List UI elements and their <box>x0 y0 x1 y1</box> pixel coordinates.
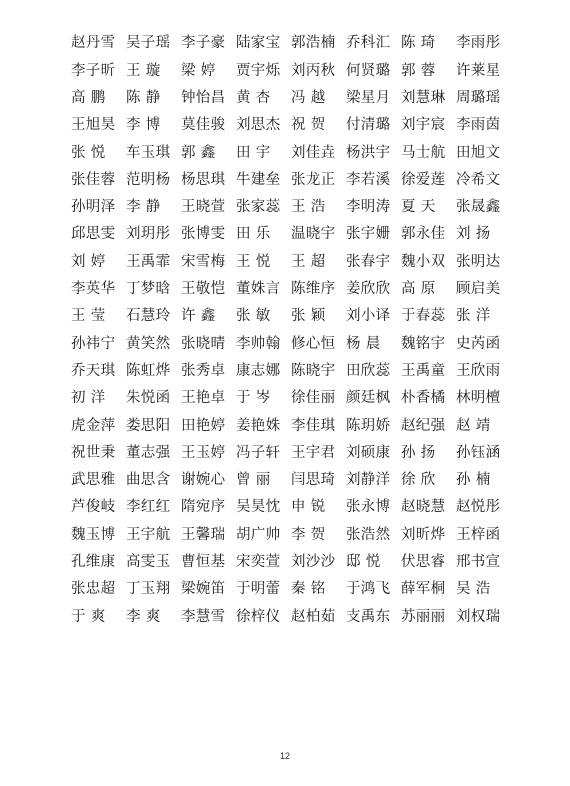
name-cell: 钟怡昌 <box>181 89 226 106</box>
name-cell: 许莱星 <box>456 62 501 79</box>
name-cell: 徐 欣 <box>401 472 436 489</box>
name-cell: 刘玥彤 <box>126 226 171 243</box>
name-cell: 王 悦 <box>236 253 271 270</box>
name-cell: 王馨瑞 <box>181 526 226 543</box>
name-cell: 修心恒 <box>291 335 336 352</box>
name-cell: 刘丙秋 <box>291 62 336 79</box>
name-cell: 董志强 <box>126 444 171 461</box>
name-row <box>71 494 511 521</box>
name-cell: 刘佳垚 <box>291 144 336 161</box>
name-cell: 董姝言 <box>236 281 281 298</box>
name-cell: 邢书宣 <box>456 554 501 571</box>
name-cell: 孙祎宁 <box>71 335 116 352</box>
name-cell: 初 洋 <box>71 390 106 407</box>
name-cell: 王敬恺 <box>181 281 226 298</box>
name-cell: 张春宇 <box>346 253 391 270</box>
name-cell: 李 静 <box>126 199 161 216</box>
name-cell: 杨 晨 <box>346 335 381 352</box>
name-cell: 张晟鑫 <box>456 199 501 216</box>
name-cell: 郭 蓉 <box>401 62 436 79</box>
name-cell: 史芮函 <box>456 335 501 352</box>
name-cell: 姜艳姝 <box>236 417 281 434</box>
name-cell: 张永博 <box>346 499 391 516</box>
name-row <box>71 603 511 630</box>
name-cell: 李雨茵 <box>456 117 501 134</box>
name-cell: 王禹童 <box>401 362 446 379</box>
name-cell: 张 洋 <box>456 308 491 325</box>
name-cell: 芦俊岐 <box>71 499 116 516</box>
name-cell: 刘权瑞 <box>456 608 501 625</box>
name-cell: 陈虹烨 <box>126 362 171 379</box>
name-cell: 温晓宇 <box>291 226 336 243</box>
name-cell: 郭 鑫 <box>181 144 216 161</box>
name-cell: 于明蕾 <box>236 581 281 598</box>
name-cell: 刘昕烨 <box>401 526 446 543</box>
name-cell: 王 浩 <box>291 199 326 216</box>
name-cell: 周璐瑶 <box>456 89 501 106</box>
name-cell: 石慧玲 <box>126 308 171 325</box>
name-cell: 夏 天 <box>401 199 436 216</box>
name-cell: 孙钰涵 <box>456 444 501 461</box>
name-cell: 杨思琪 <box>181 171 226 188</box>
name-row <box>71 330 511 357</box>
name-cell: 李慧雪 <box>181 608 226 625</box>
name-cell: 武思雅 <box>71 472 116 489</box>
name-cell: 孙 扬 <box>401 444 436 461</box>
name-cell: 李佳琪 <box>291 417 336 434</box>
name-cell: 梁星月 <box>346 89 391 106</box>
name-cell: 林明檀 <box>456 390 501 407</box>
name-cell: 薛军桐 <box>401 581 446 598</box>
name-cell: 姜欣欣 <box>346 281 391 298</box>
name-cell: 申 锐 <box>291 499 326 516</box>
name-cell: 赵晓慧 <box>401 499 446 516</box>
name-cell: 王艳卓 <box>181 390 226 407</box>
name-row <box>71 439 511 466</box>
name-cell: 黄笑然 <box>126 335 171 352</box>
name-cell: 苏丽丽 <box>401 608 446 625</box>
name-cell: 徐梓仪 <box>236 608 281 625</box>
name-cell: 魏小双 <box>401 253 446 270</box>
name-cell: 张忠超 <box>71 581 116 598</box>
name-cell: 王宇君 <box>291 444 336 461</box>
name-cell: 张宇姗 <box>346 226 391 243</box>
name-cell: 李明涛 <box>346 199 391 216</box>
name-cell: 颜廷枫 <box>346 390 391 407</box>
name-cell: 刘思杰 <box>236 117 281 134</box>
name-cell: 王宇航 <box>126 526 171 543</box>
name-cell: 吴 浩 <box>456 581 491 598</box>
name-cell: 王 超 <box>291 253 326 270</box>
name-row <box>71 467 511 494</box>
name-cell: 高 原 <box>401 281 436 298</box>
name-cell: 宋雪梅 <box>181 253 226 270</box>
name-cell: 梁婉笛 <box>181 581 226 598</box>
name-cell: 王禹霏 <box>126 253 171 270</box>
name-cell: 于 岑 <box>236 390 271 407</box>
name-cell: 刘静洋 <box>346 472 391 489</box>
name-cell: 祝 贺 <box>291 117 326 134</box>
name-cell: 付清璐 <box>346 117 391 134</box>
name-cell: 乔天琪 <box>71 362 116 379</box>
name-cell: 娄思阳 <box>126 417 171 434</box>
name-cell: 邱思雯 <box>71 226 116 243</box>
name-cell: 于春蕊 <box>401 308 446 325</box>
name-cell: 徐爱莲 <box>401 171 446 188</box>
name-row <box>71 85 511 112</box>
name-cell: 高雯玉 <box>126 554 171 571</box>
name-cell: 康志娜 <box>236 362 281 379</box>
name-cell: 顾启美 <box>456 281 501 298</box>
name-cell: 孙 楠 <box>456 472 491 489</box>
name-cell: 高 鹏 <box>71 89 106 106</box>
name-cell: 张 颖 <box>291 308 326 325</box>
name-cell: 张秀卓 <box>181 362 226 379</box>
name-cell: 张佳蓉 <box>71 171 116 188</box>
name-row <box>71 521 511 548</box>
name-cell: 田艳婷 <box>181 417 226 434</box>
name-cell: 李若溪 <box>346 171 391 188</box>
name-row <box>71 576 511 603</box>
name-cell: 支禹东 <box>346 608 391 625</box>
name-cell: 许 鑫 <box>181 308 216 325</box>
name-cell: 丁玉翔 <box>126 581 171 598</box>
name-cell: 刘宇宸 <box>401 117 446 134</box>
name-cell: 曹恒基 <box>181 554 226 571</box>
name-cell: 李帅翰 <box>236 335 281 352</box>
name-cell: 刘硕康 <box>346 444 391 461</box>
name-cell: 李 贺 <box>291 526 326 543</box>
name-cell: 范明杨 <box>126 171 171 188</box>
name-row <box>71 276 511 303</box>
name-cell: 张博雯 <box>181 226 226 243</box>
name-cell: 赵丹雪 <box>71 35 116 52</box>
name-list-grid <box>71 30 511 631</box>
name-cell: 田欣蕊 <box>346 362 391 379</box>
name-cell: 莫佳骏 <box>181 117 226 134</box>
name-cell: 王旭昊 <box>71 117 116 134</box>
name-cell: 陈维序 <box>291 281 336 298</box>
name-cell: 孙明泽 <box>71 199 116 216</box>
name-cell: 王玉婷 <box>181 444 226 461</box>
name-cell: 李红红 <box>126 499 171 516</box>
name-row <box>71 221 511 248</box>
name-row <box>71 358 511 385</box>
name-cell: 郭浩楠 <box>291 35 336 52</box>
name-cell: 黄 杏 <box>236 89 271 106</box>
name-row <box>71 303 511 330</box>
name-cell: 谢婉心 <box>181 472 226 489</box>
name-cell: 赵纪强 <box>401 417 446 434</box>
name-cell: 秦 铭 <box>291 581 326 598</box>
name-cell: 赵悦彤 <box>456 499 501 516</box>
name-cell: 陈 静 <box>126 89 161 106</box>
name-cell: 刘 婷 <box>71 253 106 270</box>
name-cell: 张 敏 <box>236 308 271 325</box>
name-cell: 冯子轩 <box>236 444 281 461</box>
name-cell: 张晓晴 <box>181 335 226 352</box>
name-cell: 冯 越 <box>291 89 326 106</box>
name-cell: 贾宇烁 <box>236 62 281 79</box>
name-cell: 刘慧琳 <box>401 89 446 106</box>
name-cell: 朱悦函 <box>126 390 171 407</box>
name-cell: 吴子瑶 <box>126 35 171 52</box>
name-cell: 吴昊忱 <box>236 499 281 516</box>
name-cell: 张明达 <box>456 253 501 270</box>
name-cell: 张龙正 <box>291 171 336 188</box>
name-cell: 冷希文 <box>456 171 501 188</box>
name-cell: 陆家宝 <box>236 35 281 52</box>
name-cell: 于鸿飞 <box>346 581 391 598</box>
name-cell: 陈晓宇 <box>291 362 336 379</box>
name-cell: 闫思琦 <box>291 472 336 489</box>
name-cell: 赵柏茹 <box>291 608 336 625</box>
name-cell: 宋奕萱 <box>236 554 281 571</box>
name-cell: 李子豪 <box>181 35 226 52</box>
name-cell: 丁梦晗 <box>126 281 171 298</box>
name-cell: 于 爽 <box>71 608 106 625</box>
name-cell: 王 莹 <box>71 308 106 325</box>
name-cell: 王 璇 <box>126 62 161 79</box>
name-cell: 梁 婷 <box>181 62 216 79</box>
name-cell: 隋宛序 <box>181 499 226 516</box>
name-cell: 陈玥娇 <box>346 417 391 434</box>
name-cell: 祝世秉 <box>71 444 116 461</box>
name-cell: 张家蕊 <box>236 199 281 216</box>
name-cell: 虎金萍 <box>71 417 116 434</box>
name-cell: 陈 琦 <box>401 35 436 52</box>
name-row <box>71 112 511 139</box>
name-cell: 李 爽 <box>126 608 161 625</box>
name-cell: 田 乐 <box>236 226 271 243</box>
name-cell: 曾 丽 <box>236 472 271 489</box>
name-cell: 何贤璐 <box>346 62 391 79</box>
name-cell: 张浩然 <box>346 526 391 543</box>
name-row <box>71 412 511 439</box>
name-cell: 王欣雨 <box>456 362 501 379</box>
name-cell: 王梓函 <box>456 526 501 543</box>
name-cell: 胡广帅 <box>236 526 281 543</box>
name-cell: 李 博 <box>126 117 161 134</box>
name-row <box>71 549 511 576</box>
name-cell: 郭永佳 <box>401 226 446 243</box>
name-cell: 车玉琪 <box>126 144 171 161</box>
name-cell: 田旭文 <box>456 144 501 161</box>
name-cell: 刘 扬 <box>456 226 491 243</box>
name-cell: 牛建垒 <box>236 171 281 188</box>
name-row <box>71 139 511 166</box>
name-cell: 刘小译 <box>346 308 391 325</box>
name-cell: 李雨彤 <box>456 35 501 52</box>
name-cell: 魏铭宇 <box>401 335 446 352</box>
name-cell: 徐佳丽 <box>291 390 336 407</box>
name-row <box>71 385 511 412</box>
name-row <box>71 57 511 84</box>
name-cell: 魏玉博 <box>71 526 116 543</box>
name-cell: 孔维康 <box>71 554 116 571</box>
name-cell: 李子昕 <box>71 62 116 79</box>
name-cell: 乔科汇 <box>346 35 391 52</box>
name-cell: 张 悦 <box>71 144 106 161</box>
name-row <box>71 166 511 193</box>
name-cell: 赵 靖 <box>456 417 491 434</box>
name-cell: 朴香橘 <box>401 390 446 407</box>
name-cell: 王晓萱 <box>181 199 226 216</box>
name-cell: 伏思睿 <box>401 554 446 571</box>
name-cell: 杨洪宇 <box>346 144 391 161</box>
name-cell: 马士航 <box>401 144 446 161</box>
name-cell: 曲思含 <box>126 472 171 489</box>
name-cell: 李英华 <box>71 281 116 298</box>
name-cell: 邸 悦 <box>346 554 381 571</box>
name-row <box>71 30 511 57</box>
page-number: 12 <box>279 751 290 761</box>
name-row <box>71 248 511 275</box>
name-cell: 刘沙沙 <box>291 554 336 571</box>
name-cell: 田 宇 <box>236 144 271 161</box>
name-row <box>71 194 511 221</box>
